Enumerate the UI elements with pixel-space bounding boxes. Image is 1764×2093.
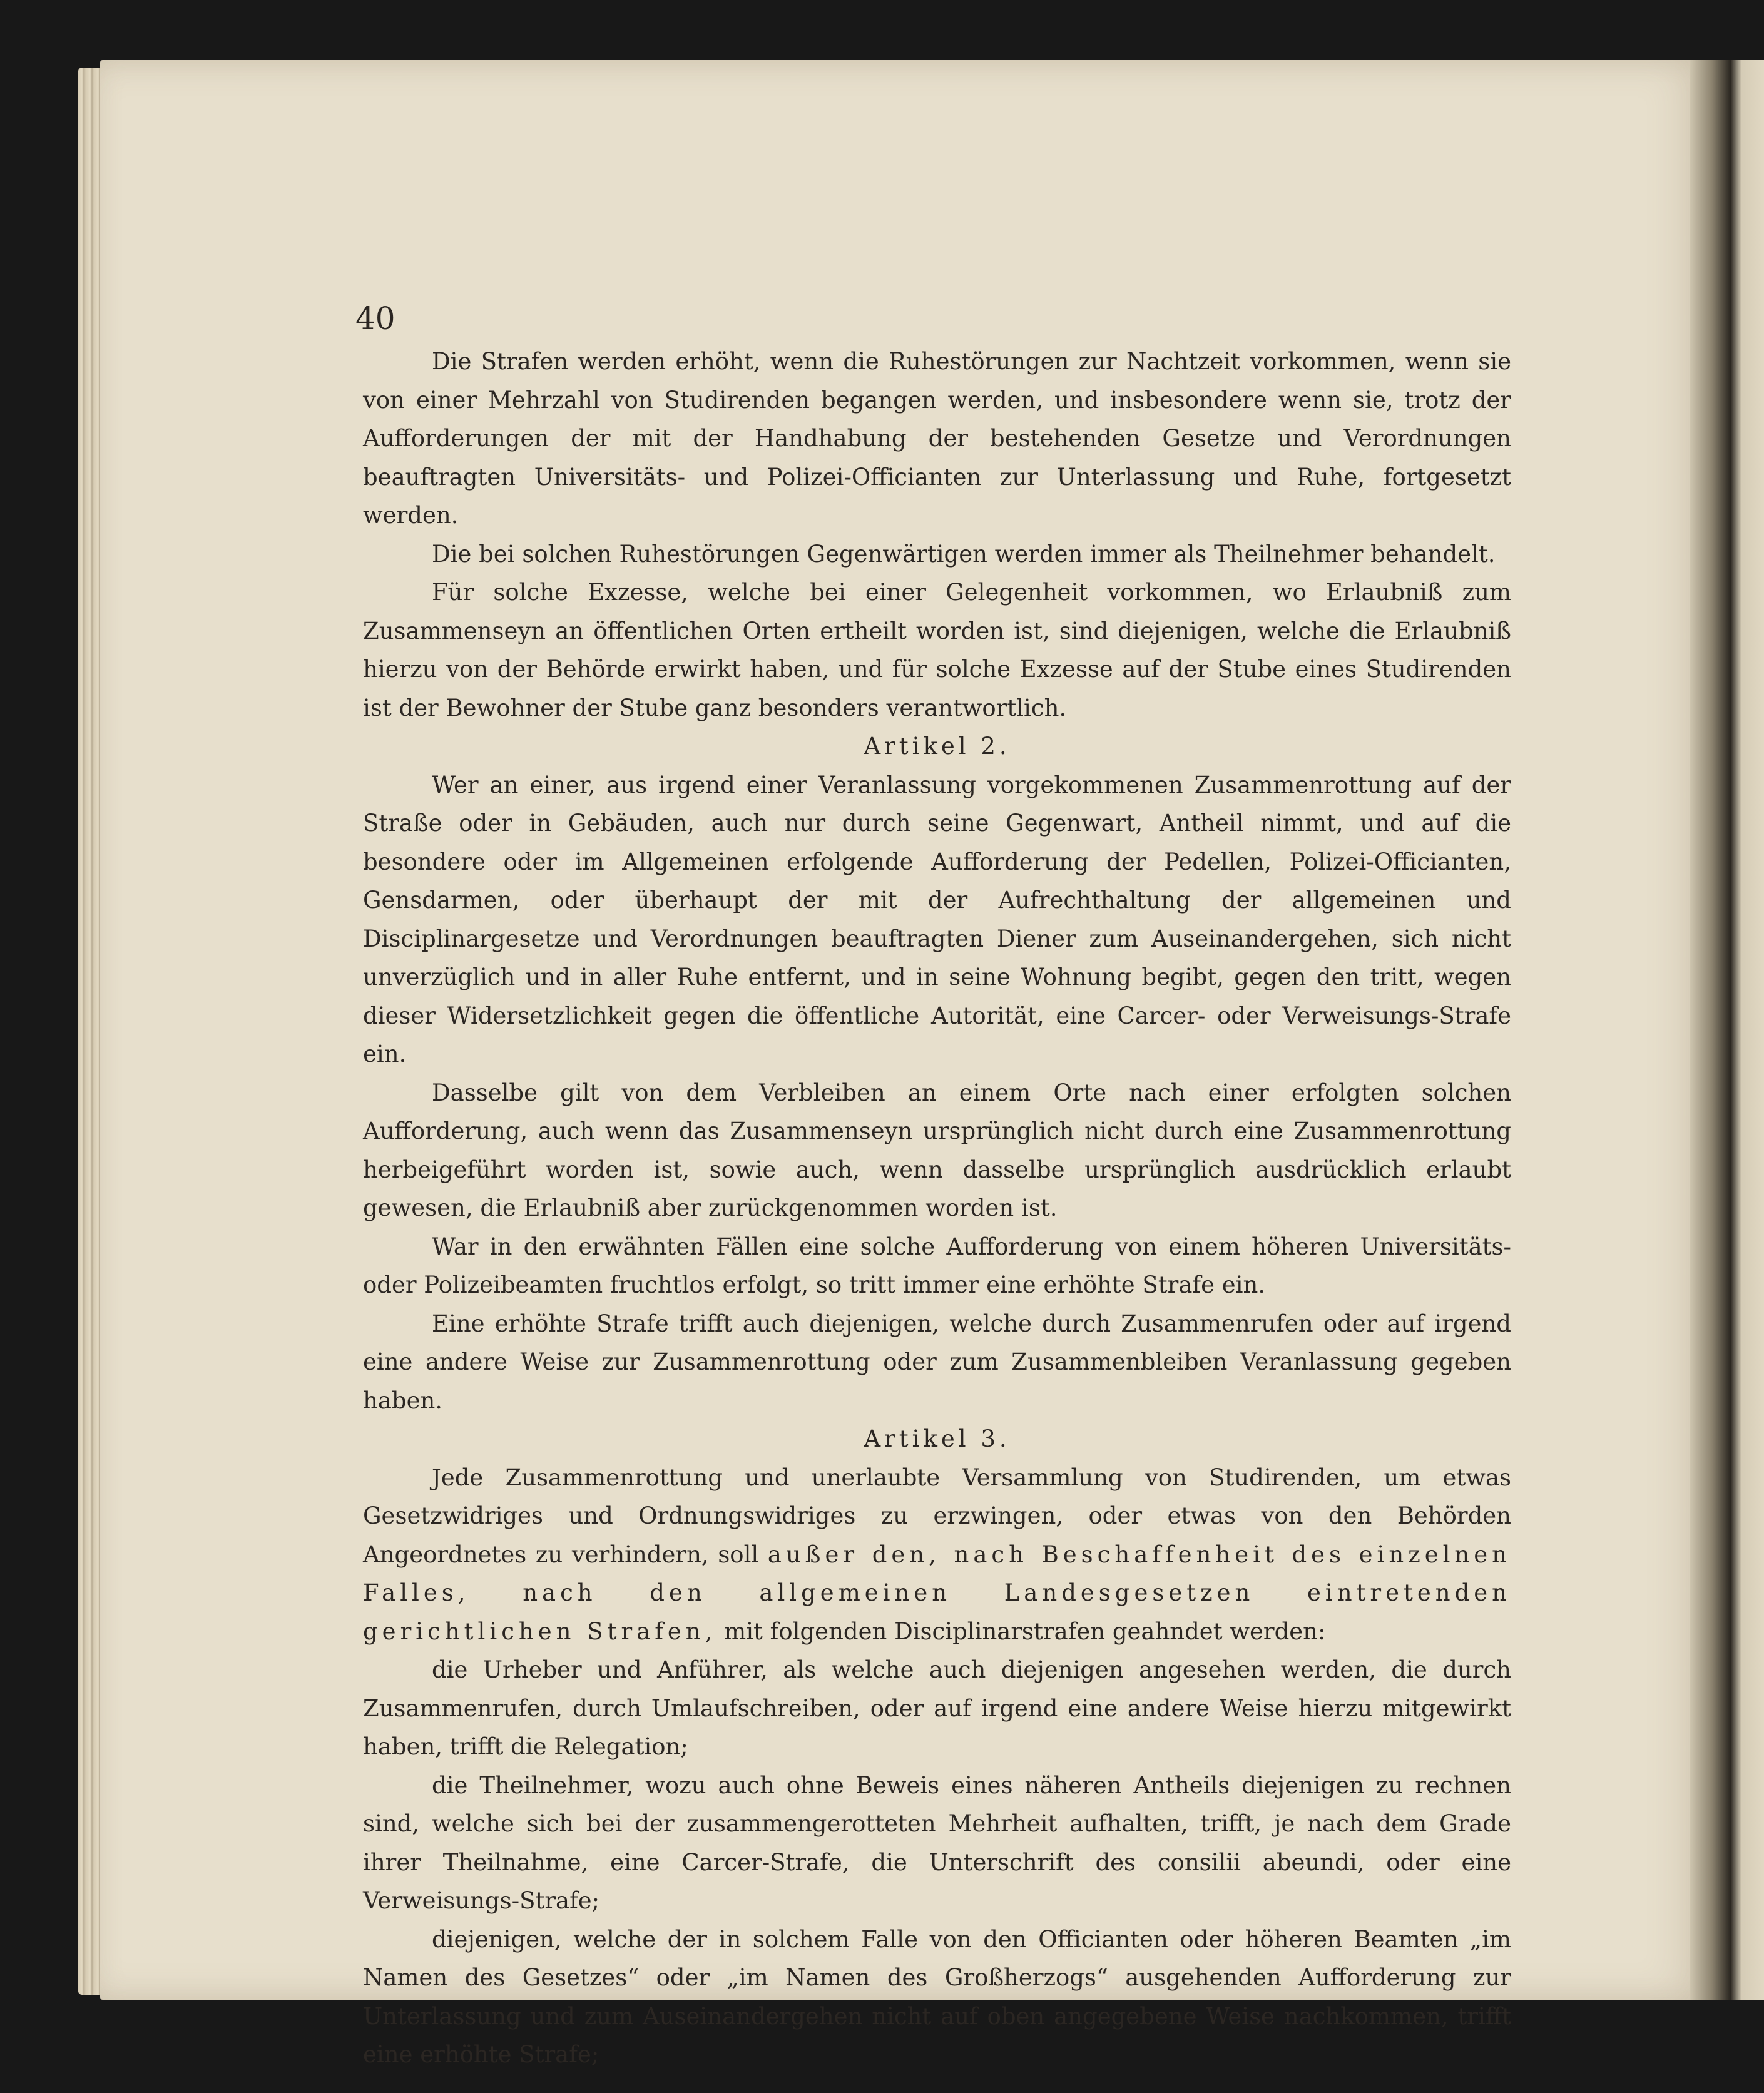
paragraph: Wer an einer, aus irgend einer Veranlassung vorgekommenen Zusammenrottung auf der Straße oder in Gebäuden, auch nur durch seine Gegenwart, Antheil nimmt, und auf die besondere oder im Allgemeinen erfolgende Aufforderung der Pedellen, Polizei-Officianten, Gensdarmen, oder überhaupt der mit der Aufrechthaltung der allgemeinen und Disciplinargesetze und Verordnungen beauftragten Diener zum Auseinandergehen, sich nicht unverzüglich und in aller Ruhe entfernt, und in seine Wohnung begibt, gegen den tritt, wegen dieser Widersetzlichkeit gegen die öffentliche Autorität, eine Carcer- oder Verweisungs-Strafe ein. bbox=[363, 771, 1511, 1067]
article-heading: Artikel 2. bbox=[864, 733, 1011, 760]
paragraph: War in den erwähnten Fällen eine solche Aufforderung von einem höheren Universitäts- oder Polizeibeamten fruchtlos erfolgt, so tritt immer eine erhöhte Strafe ein. bbox=[363, 1233, 1511, 1298]
spaced-emphasis-text: außer den, nach Beschaffenheit des einzelnen Falles, nach den allgemeinen Landesgesetzen eintretenden gerichtlichen Strafen, bbox=[363, 1540, 1511, 1645]
book-gutter bbox=[1690, 60, 1764, 2000]
paragraph: die Urheber und Anführer, als welche auch diejenigen angesehen werden, die durch Zusammenrufen, durch Umlaufschreiben, oder auf irgend eine andere Weise hierzu mitgewirkt haben, trifft die Relegation; bbox=[363, 1656, 1511, 1760]
paragraph: Die bei solchen Ruhestörungen Gegenwärtigen werden immer als Theilnehmer behandelt. bbox=[432, 540, 1496, 568]
paragraph: Die Strafen werden erhöht, wenn die Ruhestörungen zur Nachtzeit vorkommen, wenn sie von einer Mehrzahl von Studirenden begangen werden, und insbesondere wenn sie, trotz der Aufforderungen der mit der Handhabung der bestehenden Gesetze und Verordnungen beauftragten Universitäts- und Polizei-Officianten zur Unterlassung und Ruhe, fortgesetzt werden. bbox=[363, 348, 1511, 529]
paragraph: Für solche Exzesse, welche bei einer Gelegenheit vorkommen, wo Erlaubniß zum Zusammenseyn an öffentlichen Orten ertheilt worden ist, sind diejenigen, welche die Erlaubniß hierzu von der Behörde erwirkt haben, und für solche Exzesse auf der Stube eines Studirenden ist der Bewohner der Stube ganz besonders verantwortlich. bbox=[363, 579, 1511, 721]
paragraph bbox=[363, 1459, 1511, 1651]
paragraph: diejenigen, welche der in solchem Falle von den Officianten oder höheren Beamten „im Namen des Gesetzes“ oder „im Namen des Großherzogs“ ausgehenden Aufforderung zur Unterlassung und zum Auseinandergehen nicht auf oben angegebene Weise nachkommen, trifft eine erhöhte Strafe; bbox=[363, 1925, 1511, 2068]
paragraph-text: Jede Zusammenrottung und unerlaubte Versammlung von Studirenden, um etwas Gesetzwidriges und Ordnungswidriges zu erzwingen, oder etwas von den Behörden Angeordnetes zu verhindern, soll bbox=[363, 1464, 1511, 1568]
body-text bbox=[363, 303, 1511, 2074]
article-heading: Artikel 3. bbox=[864, 1425, 1011, 1452]
paragraph-text: mit folgenden Disciplinarstrafen geahndet werden: bbox=[716, 1617, 1326, 1645]
paragraph: Eine erhöhte Strafe trifft auch diejenigen, welche durch Zusammenrufen oder auf irgend eine andere Weise zur Zusammenrottung oder zum Zusammenbleiben Veranlassung gegeben haben. bbox=[363, 1310, 1511, 1414]
paragraph: die Theilnehmer, wozu auch ohne Beweis eines näheren Antheils diejenigen zu rechnen sind, welche sich bei der zusammengerotteten Mehrheit aufhalten, trifft, je nach dem Grade ihrer Theilnahme, eine Carcer-Strafe, die Unterschrift des consilii abeundi, oder eine Verweisungs-Strafe; bbox=[363, 1771, 1511, 1914]
page-number: 40 bbox=[355, 300, 395, 337]
paragraph: Dasselbe gilt von dem Verbleiben an einem Orte nach einer erfolgten solchen Aufforderung, auch wenn das Zusammenseyn ursprünglich nicht durch eine Zusammenrottung herbeigeführt worden ist, sowie auch, wenn dasselbe ursprünglich ausdrücklich erlaubt gewesen, die Erlaubniß aber zurückgenommen worden ist. bbox=[363, 1079, 1511, 1221]
